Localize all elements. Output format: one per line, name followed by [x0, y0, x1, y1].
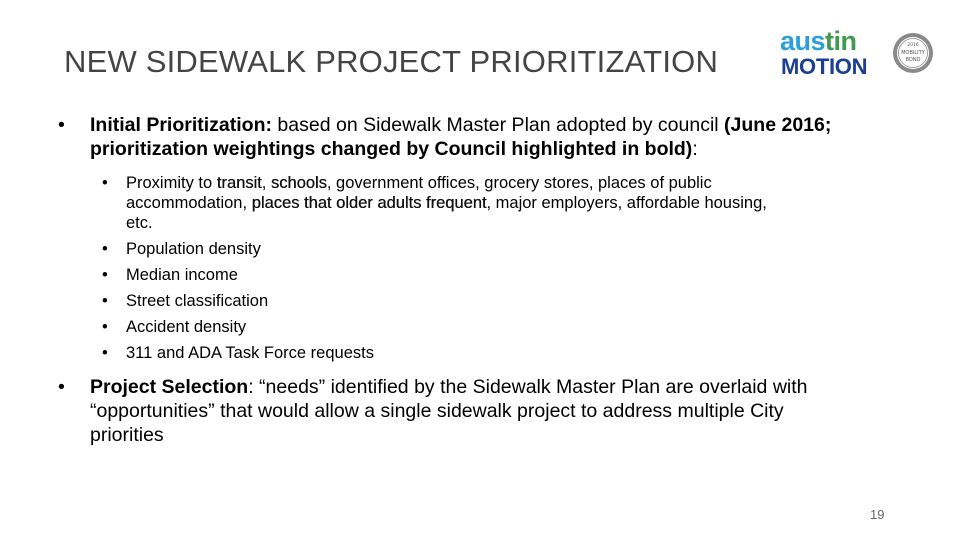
seal-year: 2016: [907, 43, 919, 48]
austin-motion-logo: [780, 26, 930, 82]
list-item: • 311 and ADA Task Force requests: [102, 344, 374, 362]
list-item: • Street classification: [102, 292, 269, 310]
logo-tin-text: tin: [825, 26, 857, 56]
list-item: • Median income: [102, 266, 238, 284]
slide-body: [58, 113, 838, 447]
logo-motion-text: MOTION: [781, 54, 868, 79]
bullet-dot: •: [58, 376, 65, 398]
bullet1-end: :: [692, 138, 698, 160]
page-number: 19: [870, 507, 885, 522]
slide-title: NEW SIDEWALK PROJECT PRIORITIZATION: [64, 44, 719, 79]
bullet1-label: Initial Prioritization:: [90, 114, 273, 136]
seal-mobility: MOBILITY: [901, 50, 925, 56]
list-item: • Proximity to transit, schools, government offices, grocery stores, places of public accommodation, places that older adults frequent, major employers, affordable housing, etc.: [102, 174, 767, 232]
logo-austin-text: aus: [780, 26, 826, 56]
criteria-list: [58, 173, 838, 363]
bullet-dot: •: [58, 114, 65, 136]
bullet-initial-prioritization: [58, 113, 838, 161]
seal-bond: BOND: [905, 57, 921, 63]
bullet2-text: : “needs” identified by the Sidewalk Master Plan are overlaid with “opportunities” that would allow a single sidewalk project to address multiple City priorities: [90, 376, 808, 446]
list-item: • Accident density: [102, 318, 247, 336]
list-item: • Population density: [102, 240, 261, 258]
bullet1-bold-text: (June 2016; prioritization weightings changed by Council highlighted in bold): [90, 114, 832, 160]
bullet1-text: based on Sidewalk Master Plan adopted by council: [272, 114, 725, 136]
bullet-project-selection: [58, 375, 838, 447]
bullet2-label: Project Selection: [90, 376, 249, 398]
mobility-bond-seal-icon: [892, 32, 934, 74]
